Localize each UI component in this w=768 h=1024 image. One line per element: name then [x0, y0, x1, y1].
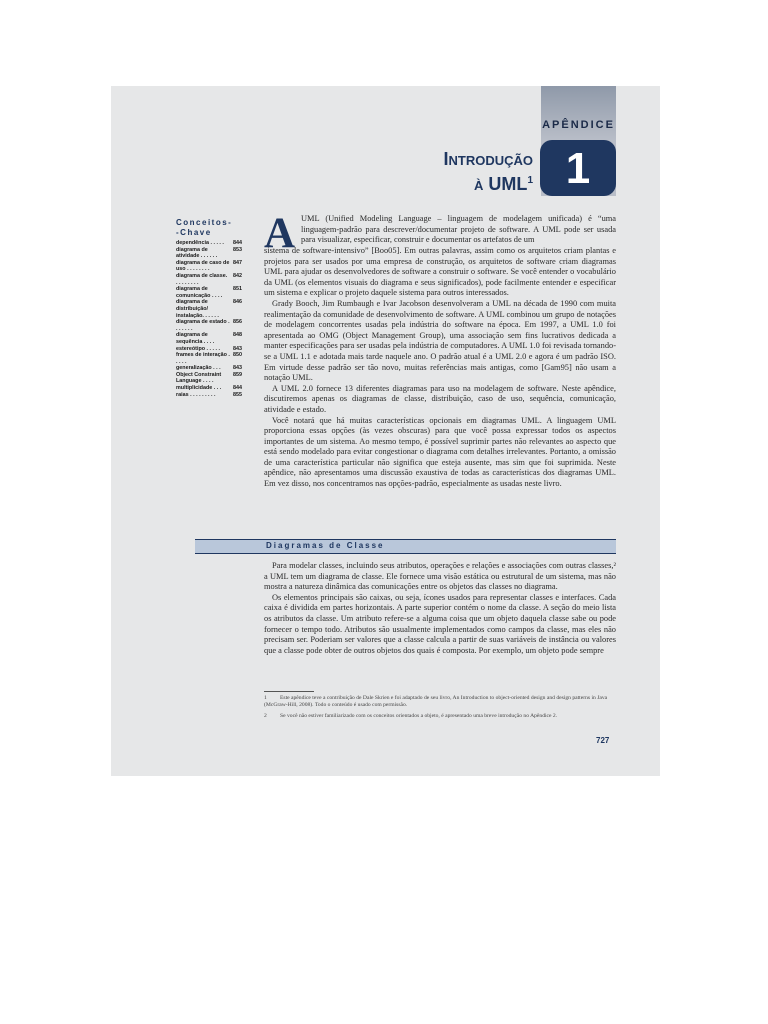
- key-concept-page: 855: [233, 391, 242, 398]
- key-concepts-list: [176, 240, 242, 398]
- key-concept-page: 842: [233, 272, 242, 279]
- footnote-2: [264, 713, 616, 720]
- key-concept-term: multiplicidade . . .: [176, 385, 222, 392]
- appendix-number: 1: [540, 140, 616, 196]
- key-concept-term: raias . . . . . . . . .: [176, 391, 216, 398]
- key-concept-item: [176, 299, 242, 319]
- key-concept-item: [176, 286, 242, 299]
- key-concept-item: [176, 273, 242, 286]
- footnote-number: 1: [264, 695, 267, 701]
- key-concept-item: [176, 392, 242, 399]
- intro-body: [264, 246, 616, 490]
- key-concept-page: 856: [233, 319, 242, 326]
- page-title: [380, 148, 533, 195]
- key-concept-page: 843: [233, 345, 242, 352]
- section-heading: Diagramas de Classe: [266, 541, 385, 550]
- key-concept-item: [176, 332, 242, 345]
- page-number: 727: [596, 736, 610, 745]
- key-concept-page: 847: [233, 259, 242, 266]
- footnote-text: Este apêndice teve a contribuição de Dale Skrien e foi adaptado de seu livro, An Introduction to object-oriented design and design patterns in Java (McGraw-Hill, 2008). Todo o conteúdo é usado com permissão.: [264, 695, 608, 708]
- footnote-rule: [264, 691, 314, 692]
- key-concept-page: 843: [233, 365, 242, 372]
- section-body: [264, 561, 616, 656]
- key-concept-item: [176, 240, 242, 247]
- key-concept-term: diagrama de classe. . . . . . . . .: [176, 272, 228, 286]
- key-concept-item: [176, 346, 242, 353]
- key-concept-term: diagrama de atividade . . . . . .: [176, 246, 218, 260]
- key-concept-page: 844: [233, 385, 242, 392]
- key-concept-item: [176, 247, 242, 260]
- section-paragraph-1: Para modelar classes, incluindo seus atributos, operações e relações e associações com outras classes,² a UML tem um diagrama de classe. Ele fornece uma visão estática ou estrutural de um sistema, mas não mostra a natureza dinâmica das comunicações entre os objetos das classes no diagrama.: [264, 561, 616, 592]
- key-concept-page: 859: [233, 371, 242, 378]
- title-footnote-mark: 1: [527, 175, 533, 186]
- title-line-2: à UML: [474, 174, 528, 194]
- key-concept-term: dependência . . . . .: [176, 240, 224, 246]
- section-heading-bar: [195, 539, 616, 554]
- key-concept-term: Object Constraint Language . . . .: [176, 371, 222, 385]
- key-concept-term: diagrama de comunicação . . . .: [176, 286, 223, 299]
- intro-paragraph-1: sistema de software-intensivo” [Boo05]. Em outras palavras, assim como os arquitetos criam plantas e projetos para ser usados por uma empresa de construção, os arquitetos de software criam diagramas UML para ajudar os desenvolvedores de software a construir o software. Se você entender o vocabulário da UML (os elementos visuais do diagrama e seus significados), pode facilmente entender e especificar um sistema e explicar o projeto daquele sistema para outros interessados.: [264, 246, 616, 298]
- key-concept-term: estereótipo . . . . .: [176, 345, 221, 352]
- key-concept-item: [176, 260, 242, 273]
- key-concept-page: 846: [233, 299, 242, 306]
- key-concept-page: 848: [233, 332, 242, 339]
- footnote-text: Se você não estiver familiarizado com os conceitos orientados a objeto, é apresentado uma breve introdução no Apêndice 2.: [280, 713, 558, 719]
- appendix-label: APÊNDICE: [542, 119, 615, 131]
- intro-paragraph-3: A UML 2.0 fornece 13 diferentes diagramas para uso na modelagem de software. Neste apêndice, discutiremos apenas os diagramas de classe, distribuição, caso de uso, sequência, comunicação, atividade e estado.: [264, 383, 616, 414]
- section-paragraph-2: Os elementos principais são caixas, ou seja, ícones usados para representar classes e interfaces. Cada caixa é dividida em partes horizontais. A parte superior contém o nome da classe. A seção do meio lista os atributos da classe. Um atributo refere-se a alguma coisa que um objeto daquela classe sabe ou pode fornecer o tempo todo. Atributos são usualmente implementados como campos da classe, mas eles não precisam ser. Poderiam ser valores que a classe calcula a partir de suas variáveis de instância ou valores que a classe pode obter de outros objetos dos quais é composta. Por exemplo, um objeto pode sempre: [264, 592, 616, 655]
- intro-paragraph-2: Grady Booch, Jim Rumbaugh e Ivar Jacobson desenvolveram a UML na década de 1990 com muita realimentação da comunidade de desenvolvimento de software. A UML combinou um grupo de notações de modelagem concorrentes usadas pela indústria do software na época. Em 1997, a UML 1.0 foi apresentada ao OMG (Object Management Group), uma associação sem fins lucrativos dedicada a manter especificações para ser usadas pela indústria de computadores. A UML 1.0 foi revisada tornando-se a UML 1.1 e adotada mais tarde naquele ano. O padrão atual é a UML 2.0 e agora é um padrão ISO. Em virtude desse padrão ser tão novo, muitas referências mais antigas, como [Gam95] não usam a notação UML.: [264, 298, 616, 383]
- key-concepts-heading: [176, 218, 254, 238]
- key-concept-term: diagrama de estado . . . . . . .: [176, 319, 230, 332]
- intro-paragraph-4: Você notará que há muitas características opcionais em diagramas UML. A linguagem UML proporciona essas opções (às vezes obscuras) para que você possa expressar todos os aspectos importantes de um sistema. Ao mesmo tempo, é possível suprimir partes não relevantes ao aspecto que está sendo modelado para evitar congestionar o diagrama com detalhes irrelevantes. Portanto, a omissão de uma característica particular não significa que esteja ausente, mas sim que foi suprimida. Neste apêndice, não apresentamos uma discussão exaustiva de todas as características dos diagramas UML. Em vez disso, nos concentramos nas opções-padrão, especialmente as usadas neste livro.: [264, 415, 616, 489]
- key-concept-term: diagrama de sequência . . . .: [176, 332, 215, 345]
- key-concepts-heading-line1: Conceitos-: [176, 218, 233, 227]
- title-line-1: Introdução: [443, 149, 533, 169]
- footnote-1: [264, 695, 616, 709]
- key-concept-term: frames de interação . . . . .: [176, 352, 230, 365]
- key-concept-term: diagrama de distribuição/ instalação. . . . . .: [176, 299, 219, 319]
- key-concept-item: [176, 365, 242, 372]
- key-concept-item: [176, 319, 242, 332]
- key-concept-item: [176, 352, 242, 365]
- key-concept-term: generalização . . .: [176, 365, 221, 372]
- key-concept-item: [176, 372, 242, 385]
- drop-cap: A: [264, 210, 296, 257]
- key-concept-page: 844: [233, 240, 242, 246]
- key-concept-page: 850: [233, 352, 242, 359]
- key-concept-page: 853: [233, 246, 242, 253]
- key-concepts-heading-line2: -Chave: [176, 228, 212, 237]
- footnote-number: 2: [264, 713, 267, 719]
- key-concept-item: [176, 385, 242, 392]
- key-concept-page: 851: [233, 286, 242, 293]
- intro-opening-lines: UML (Unified Modeling Language – linguagem de modelagem unificada) é “uma linguagem-padrão para descrever/documentar projeto de software. A UML pode ser usada para visualizar, especificar, construir e documentar os artefatos de um: [301, 214, 616, 245]
- key-concept-term: diagrama de caso de uso . . . . . . . .: [176, 259, 230, 273]
